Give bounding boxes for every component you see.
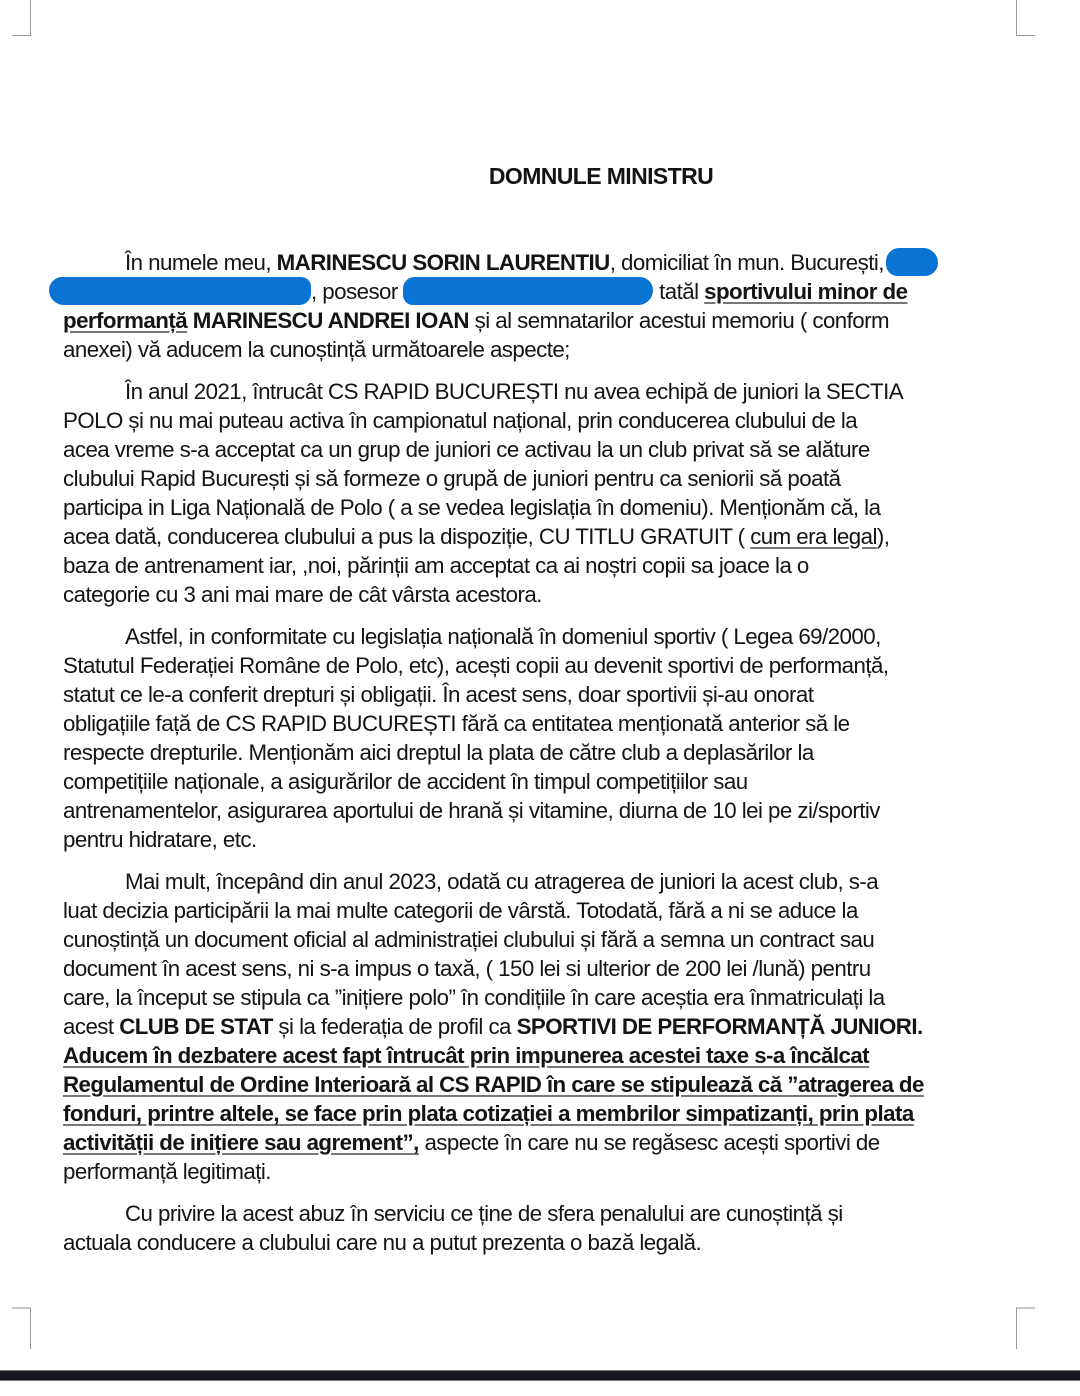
document-body	[63, 248, 1013, 1270]
text-line-emphasis: fonduri, printre altele, se face prin plata cotizației a membrilor simpatizanți, prin plata	[63, 1101, 914, 1126]
text-run: acest	[63, 1014, 120, 1039]
text-line: antrenamentelor, asigurarea aportului de hrană și vitamine, diurna de 10 lei pe zi/sportiv	[63, 798, 880, 823]
text-line: POLO și nu mai puteau activa în campionatul național, prin conducerea clubului de la	[63, 408, 858, 433]
text-line	[63, 335, 1013, 364]
page-corner-mark-bottom-right	[1016, 1307, 1035, 1349]
text-run: În numele meu,	[125, 250, 277, 275]
text-line: care, la început se stipula ca ”inițiere polo” în condițiile în care aceștia era înmatriculați la	[63, 985, 885, 1010]
text-line: baza de antrenament iar, ,noi, părinții am acceptat ca ai noștri copii sa joace la o	[63, 553, 809, 578]
page-corner-mark-top-left	[12, 0, 31, 36]
text-line	[63, 1012, 1013, 1041]
document-title: DOMNULE MINISTRU	[488, 163, 714, 189]
text-line	[63, 248, 1013, 277]
text-line: clubului Rapid București și să formeze o grupă de juniori pentru ca seniorii să poată	[63, 466, 841, 491]
redaction-blob	[403, 277, 653, 305]
text-run: ),	[876, 524, 890, 549]
paragraph-intro	[63, 248, 1013, 364]
text-run: tatăl	[659, 279, 705, 304]
paragraph-2021	[63, 377, 1013, 609]
text-line-emphasis: Aducem în dezbatere acest fapt întrucât prin impunerea acestei taxe s-a încălcat	[63, 1043, 870, 1068]
paragraph-2023-fee	[63, 867, 1013, 1186]
text-line: respecte drepturile. Menționăm aici dreptul la plata de către club a deplasărilor la	[63, 740, 814, 765]
text-run: , domiciliat în mun. București,	[609, 250, 884, 275]
redaction-blob	[886, 248, 938, 276]
text-line: cunoștință un document oficial al administrației clubului și fără a semna un contract sau	[63, 927, 875, 952]
emphasis-bold: SPORTIVI DE PERFORMANȚĂ JUNIORI.	[516, 1014, 923, 1039]
text-line: performanță legitimați.	[63, 1159, 271, 1184]
text-line: competițiile naționale, a asigurărilor de accident în timpul competițiilor sau	[63, 769, 748, 794]
paragraph-conclusion	[63, 1199, 1013, 1257]
paragraph-legislation	[63, 622, 1013, 854]
text-line: Mai mult, începând din anul 2023, odată cu atragerea de juniori la acest club, s-a	[125, 869, 879, 894]
text-line	[63, 277, 1013, 306]
text-line	[63, 1128, 1013, 1157]
redaction-blob	[49, 277, 311, 305]
underlined-text: cum era legal	[750, 524, 877, 549]
text-line	[63, 522, 1013, 551]
text-line-emphasis: Regulamentul de Ordine Interioară al CS RAPID în care se stipulează că ”atragerea de	[63, 1072, 924, 1097]
father-name: MARINESCU SORIN LAURENTIU	[276, 250, 610, 275]
page-separator-bar	[0, 1370, 1080, 1381]
athlete-name: MARINESCU ANDREI IOAN	[187, 308, 469, 333]
text-run: , posesor	[311, 279, 398, 304]
text-run: și la federația de profil ca	[272, 1014, 517, 1039]
page-corner-mark-bottom-left	[12, 1307, 31, 1349]
text-line: document în acest sens, ni s-a impus o taxă, ( 150 lei si ulterior de 200 lei /lună) pentru	[63, 956, 871, 981]
text-run: anexei) vă aducem la cunoștință următoarele aspecte;	[63, 337, 570, 362]
text-line: categorie cu 3 ani mai mare de cât vârsta acestora.	[63, 582, 542, 607]
emphasis-underlined: performanță	[63, 308, 188, 333]
text-line: acea vreme s-a acceptat ca un grup de juniori ce activau la un club privat să se alăture	[63, 437, 870, 462]
emphasis-underlined: sportivului minor de	[704, 279, 908, 304]
text-run: și al semnatarilor acestui memoriu ( conform	[468, 308, 890, 333]
page-corner-mark-top-right	[1016, 0, 1035, 36]
text-line: participa in Liga Națională de Polo ( a se vedea legislația în domeniu). Menționăm că, la	[63, 495, 881, 520]
text-line: pentru hidratare, etc.	[63, 827, 257, 852]
emphasis-bold: CLUB DE STAT	[119, 1014, 273, 1039]
text-line: luat decizia participării la mai multe categorii de vârstă. Totodată, fără a ni se aduce la	[63, 898, 858, 923]
text-line	[63, 306, 1013, 335]
text-line: În anul 2021, întrucât CS RAPID BUCUREȘTI nu avea echipă de juniori la SECTIA	[125, 379, 904, 404]
text-line: statut ce le-a conferit drepturi și obligații. În acest sens, doar sportivii și-au onorat	[63, 682, 814, 707]
text-line: Statutul Federației Române de Polo, etc), acești copii au devenit sportivi de performanță,	[63, 653, 889, 678]
emphasis-underlined: activității de inițiere sau agrement”,	[63, 1130, 419, 1155]
text-line: actuala conducere a clubului care nu a putut prezenta o bază legală.	[63, 1230, 702, 1255]
text-run: aspecte în care nu se regăsesc acești sportivi de	[418, 1130, 880, 1155]
text-line: Cu privire la acest abuz în serviciu ce ține de sfera penalului are cunoștință și	[125, 1201, 843, 1226]
text-run: acea dată, conducerea clubului a pus la dispoziție, CU TITLU GRATUIT (	[63, 524, 751, 549]
text-line: obligațiile față de CS RAPID BUCUREȘTI fără ca entitatea menționată anterior să le	[63, 711, 850, 736]
text-line: Astfel, in conformitate cu legislația națională în domeniul sportiv ( Legea 69/2000,	[125, 624, 881, 649]
